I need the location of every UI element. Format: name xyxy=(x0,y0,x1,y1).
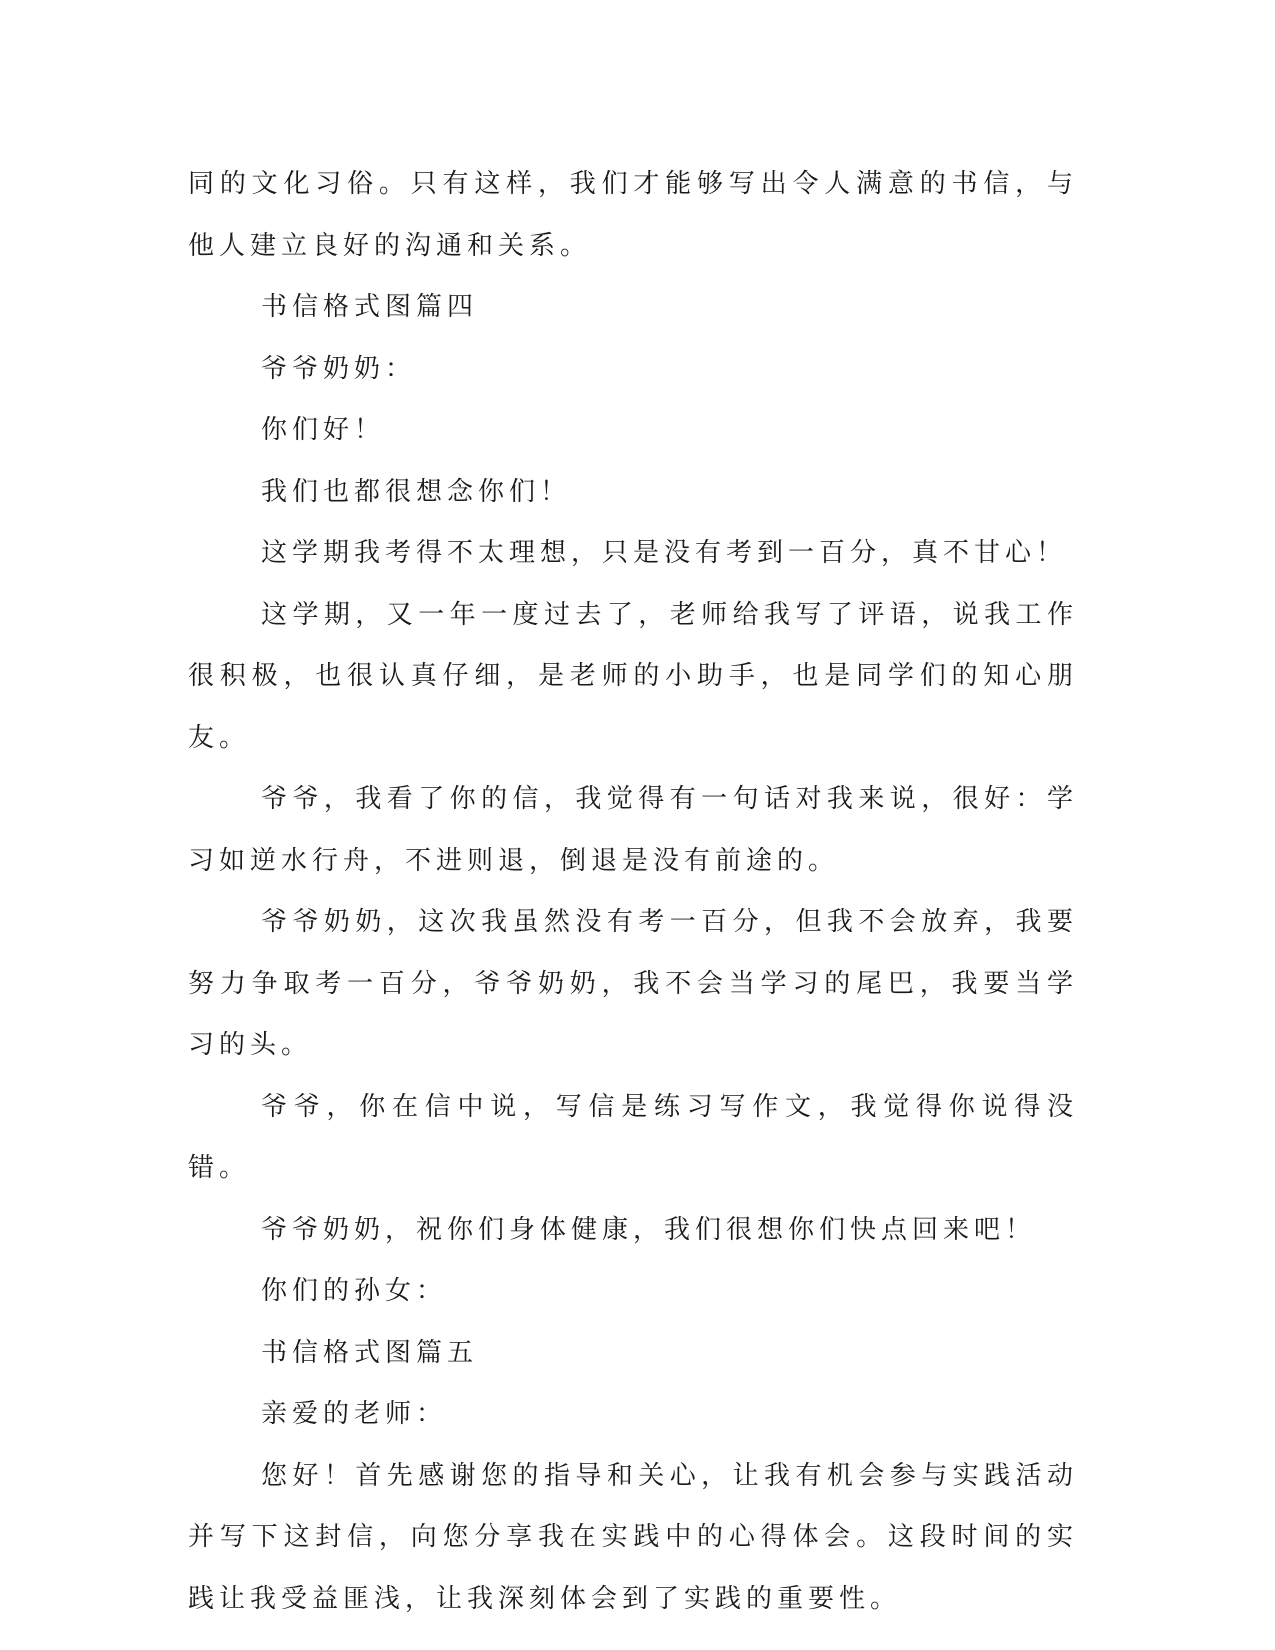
letter-signature: 你们的孙女： xyxy=(261,1276,448,1306)
paragraph-continuation: 同的文化习俗。只有这样，我们才能够写出令人满意的书信，与他人建立良好的沟通和关系。 xyxy=(188,169,1078,261)
letter-paragraph: 爷爷奶奶，这次我虽然没有考一百分，但我不会放弃，我要努力争取考一百分，爷爷奶奶，我不会当学习的尾巴，我要当学习的头。 xyxy=(188,907,1078,1060)
letter-paragraph: 我们也都很想念你们！ xyxy=(261,476,572,507)
letter-paragraph: 您好！首先感谢您的指导和关心，让我有机会参与实践活动并写下这封信，向您分享我在实践中的心得体会。这段时间的实践让我受益匪浅，让我深刻体会到了实践的重要性。 xyxy=(188,1460,1078,1614)
letter-closing: 爷爷奶奶，祝你们身体健康，我们很想你们快点回来吧！ xyxy=(261,1214,1037,1245)
document-body xyxy=(188,154,1078,1630)
section-heading-4: 书信格式图篇四 xyxy=(261,292,479,322)
letter-paragraph: 这学期，又一年一度过去了，老师给我写了评语，说我工作很积极，也很认真仔细，是老师的小助手，也是同学们的知心朋友。 xyxy=(188,599,1078,753)
letter-paragraph: 爷爷，你在信中说，写信是练习写作文，我觉得你说得没错。 xyxy=(188,1091,1078,1183)
letter-paragraph: 爷爷，我看了你的信，我觉得有一句话对我来说，很好：学习如逆水行舟，不进则退，倒退是没有前途的。 xyxy=(188,784,1078,876)
section-heading-5: 书信格式图篇五 xyxy=(261,1337,479,1368)
letter-salutation: 爷爷奶奶： xyxy=(261,353,417,384)
letter-greeting: 你们好！ xyxy=(261,415,386,445)
letter-salutation: 亲爱的老师： xyxy=(261,1399,448,1429)
letter-paragraph: 这学期我考得不太理想，只是没有考到一百分，真不甘心！ xyxy=(261,538,1068,568)
